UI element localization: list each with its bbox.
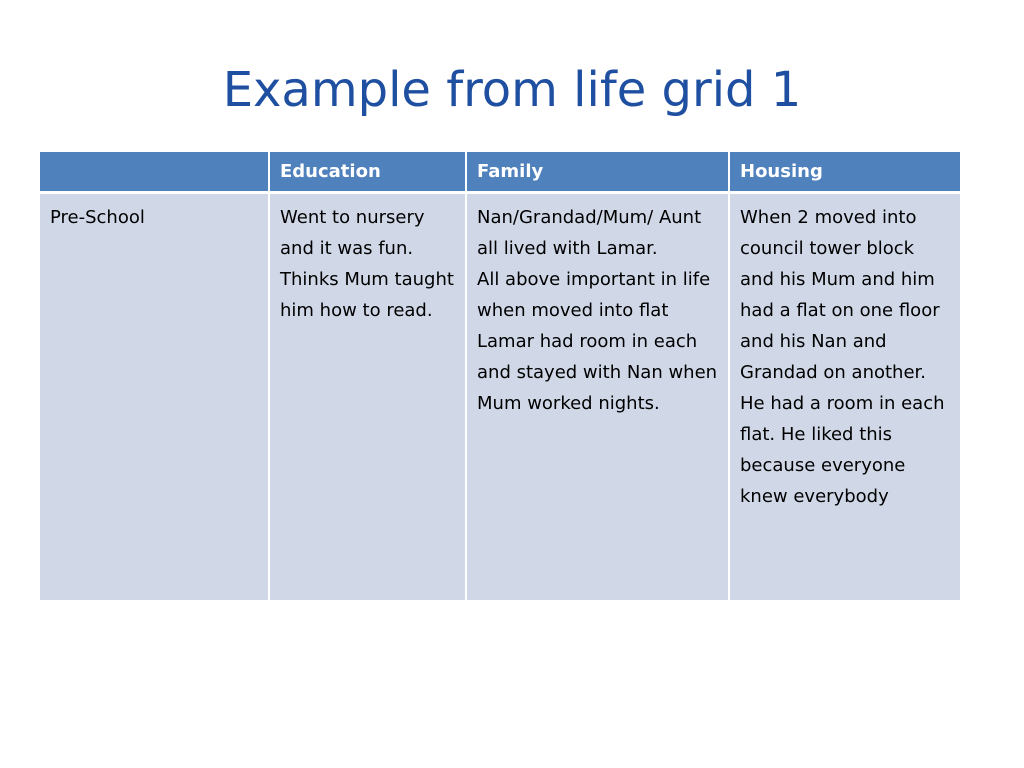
header-cell-empty bbox=[40, 152, 269, 192]
header-cell-education: Education bbox=[269, 152, 466, 192]
stage-cell: Pre-School bbox=[40, 192, 269, 600]
housing-cell: When 2 moved into council tower block and his Mum and him had a flat on one floor and his Nan and Grandad on another. He had a room in each flat. He liked this because everyone knew everybody bbox=[729, 192, 960, 600]
table-row bbox=[40, 192, 960, 600]
life-grid-table bbox=[40, 152, 960, 600]
family-cell: Nan/Grandad/Mum/ Aunt all lived with Lamar. All above important in life when moved into flat Lamar had room in each and stayed with Nan when Mum worked nights. bbox=[466, 192, 729, 600]
slide-title: Example from life grid 1 bbox=[222, 62, 802, 118]
education-cell: Went to nursery and it was fun. Thinks Mum taught him how to read. bbox=[269, 192, 466, 600]
header-cell-family: Family bbox=[466, 152, 729, 192]
table-header-row bbox=[40, 152, 960, 192]
header-cell-housing: Housing bbox=[729, 152, 960, 192]
